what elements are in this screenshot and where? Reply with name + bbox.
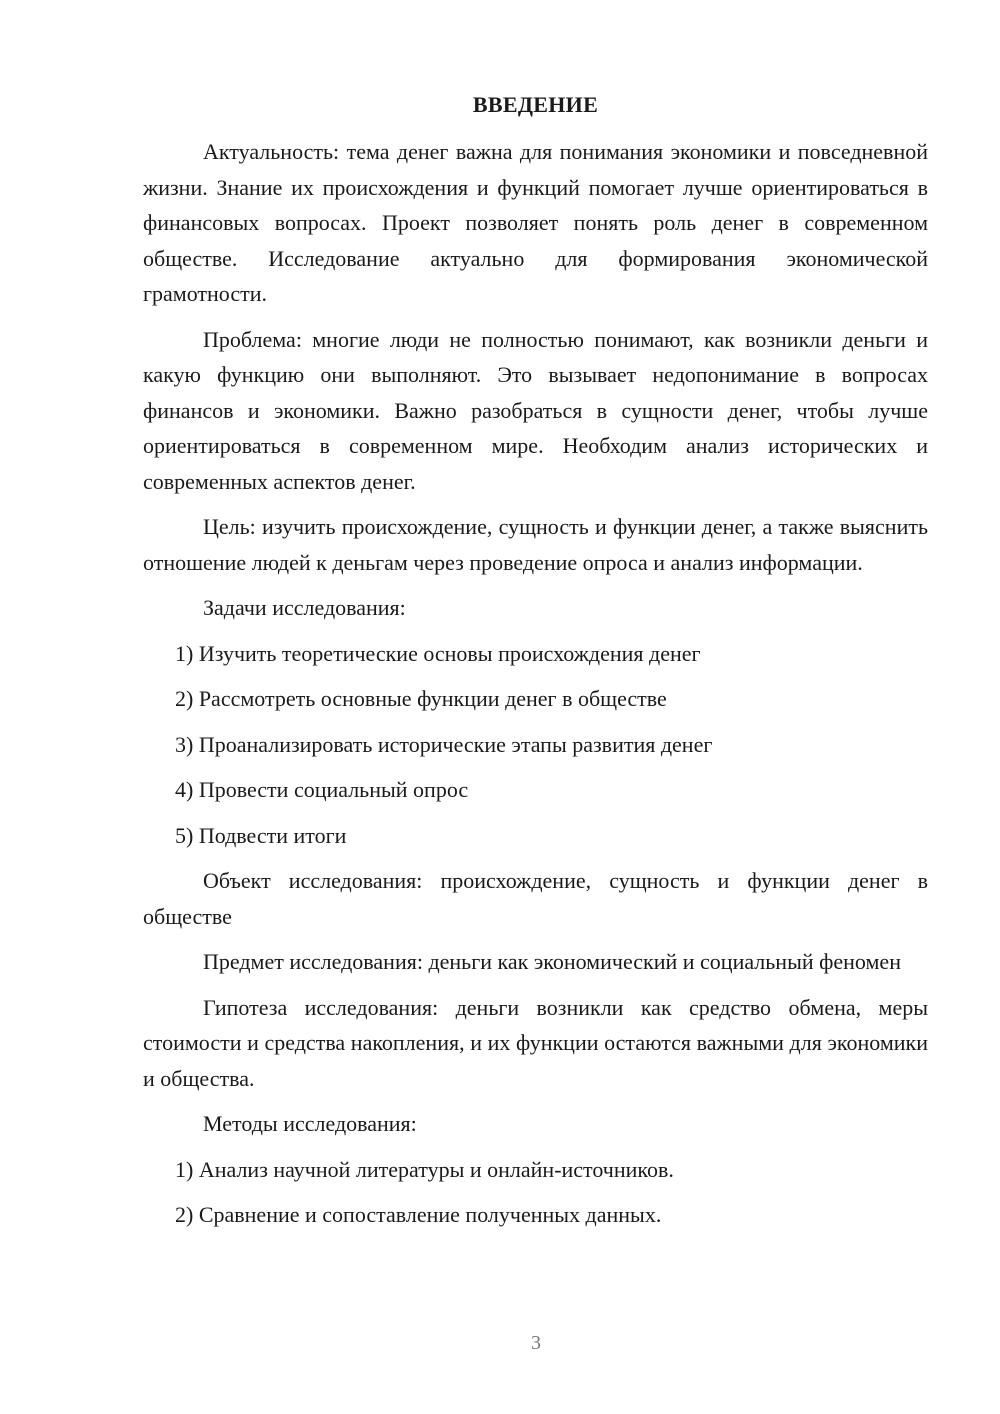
methods-heading: Методы исследования: [203, 1111, 417, 1136]
page-number: 3 [531, 1332, 541, 1354]
document-page [143, 92, 928, 1243]
problem-paragraph: Проблема: многие люди не полностью понимают, как возникли деньги и какую функцию они выполняют. Это вызывает недопонимание в вопросах финансов и экономики. Важно разобраться в сущности денег, чтобы лучше ориентироваться в современном мире. Необходим анализ исторических и современных аспектов денег. [143, 326, 928, 494]
method-item-1: 1) Анализ научной литературы и онлайн-источников. [175, 1156, 674, 1182]
method-item-2: 2) Сравнение и сопоставление полученных данных. [175, 1202, 662, 1227]
object-paragraph: Объект исследования: происхождение, сущность и функции денег в обществе [143, 868, 928, 929]
task-item-3: 3) Проанализировать исторические этапы развития денег [175, 731, 713, 757]
goal-paragraph: Цель: изучить происхождение, сущность и функции денег, а также выяснить отношение людей к деньгам через проведение опроса и анализ информации. [143, 514, 928, 575]
tasks-heading: Задачи исследования: [203, 595, 406, 620]
task-item-2: 2) Рассмотреть основные функции денег в обществе [175, 686, 667, 711]
relevance-paragraph: Актуальность: тема денег важна для понимания экономики и повседневной жизни. Знание их происхождения и функций помогает лучше ориентироваться в финансовых вопросах. Проект позволяет понять роль денег в современном обществе. Исследование актуально для формирования экономической грамотности. [143, 139, 928, 306]
task-item-4: 4) Провести социальный опрос [175, 777, 469, 802]
subject-paragraph: Предмет исследования: деньги как экономический и социальный феномен [203, 949, 901, 974]
hypothesis-paragraph: Гипотеза исследования: деньги возникли как средство обмена, меры стоимости и средства накопления, и их функции остаются важными для экономики и общества. [143, 994, 928, 1091]
task-item-1: 1) Изучить теоретические основы происхождения денег [175, 640, 701, 666]
page-title: ВВЕДЕНИЕ [472, 92, 599, 117]
task-item-5: 5) Подвести итоги [175, 822, 347, 848]
